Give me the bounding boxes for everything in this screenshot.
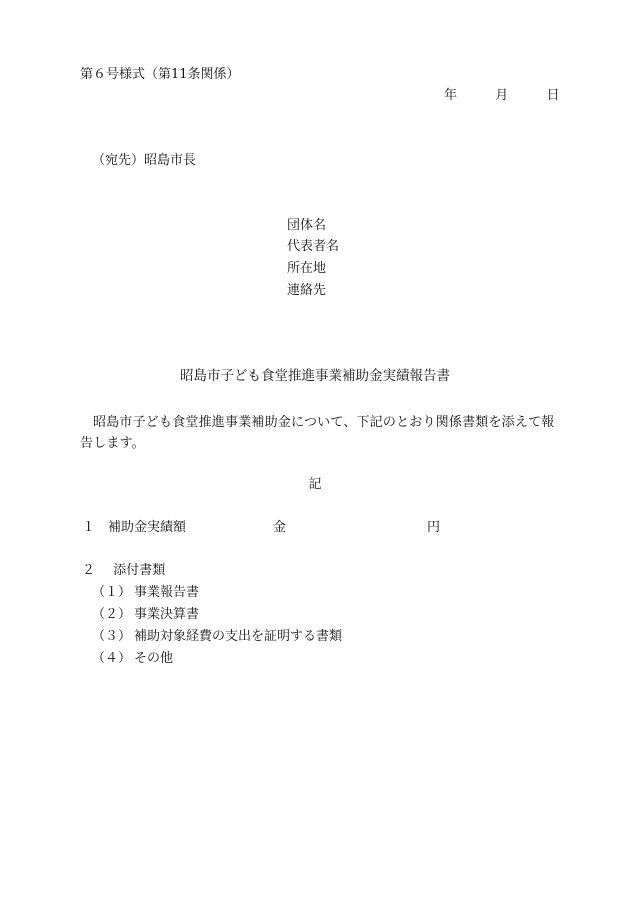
item-2 <box>82 564 165 577</box>
attachment-number: （４） <box>92 651 132 666</box>
attachment-number: （３） <box>92 629 132 644</box>
item-1-kin: 金 <box>273 520 287 535</box>
item-1-number: １ <box>82 520 96 535</box>
field-organization-name: 団体名 <box>287 218 327 233</box>
item-1-label: 補助金実績額 <box>108 520 187 535</box>
field-representative-name: 代表者名 <box>287 239 340 254</box>
attachment-label: 事業決算書 <box>134 607 200 622</box>
field-address: 所在地 <box>287 261 327 276</box>
document-title: 昭島市子ども食堂推進事業補助金実績報告書 <box>180 368 450 384</box>
attachment-item <box>92 652 173 665</box>
form-number: 第６号様式（第11条関係） <box>80 67 240 82</box>
date-month: 月 <box>495 88 509 103</box>
body-text: 昭島市子ども食堂推進事業補助金について、下記のとおり関係書類を添えて報告します。 <box>80 415 555 451</box>
ki-heading: 記 <box>308 477 322 492</box>
date-day: 日 <box>546 88 560 103</box>
attachment-item <box>92 608 199 621</box>
attachment-label: 事業報告書 <box>134 585 200 600</box>
attachment-number: （１） <box>92 585 132 600</box>
addressee: （宛先）昭島市長 <box>92 153 197 168</box>
attachment-item <box>92 630 342 643</box>
field-contact: 連絡先 <box>287 283 327 298</box>
item-2-label: 添付書類 <box>113 563 166 578</box>
attachment-label: その他 <box>134 651 174 666</box>
date-year: 年 <box>444 88 458 103</box>
attachment-item <box>92 586 199 599</box>
attachment-label: 補助対象経費の支出を証明する書類 <box>134 629 343 644</box>
item-1 <box>82 521 462 537</box>
date-line <box>444 89 560 102</box>
item-1-yen: 円 <box>427 520 441 535</box>
item-2-number: ２ <box>82 563 96 578</box>
attachment-number: （２） <box>92 607 132 622</box>
